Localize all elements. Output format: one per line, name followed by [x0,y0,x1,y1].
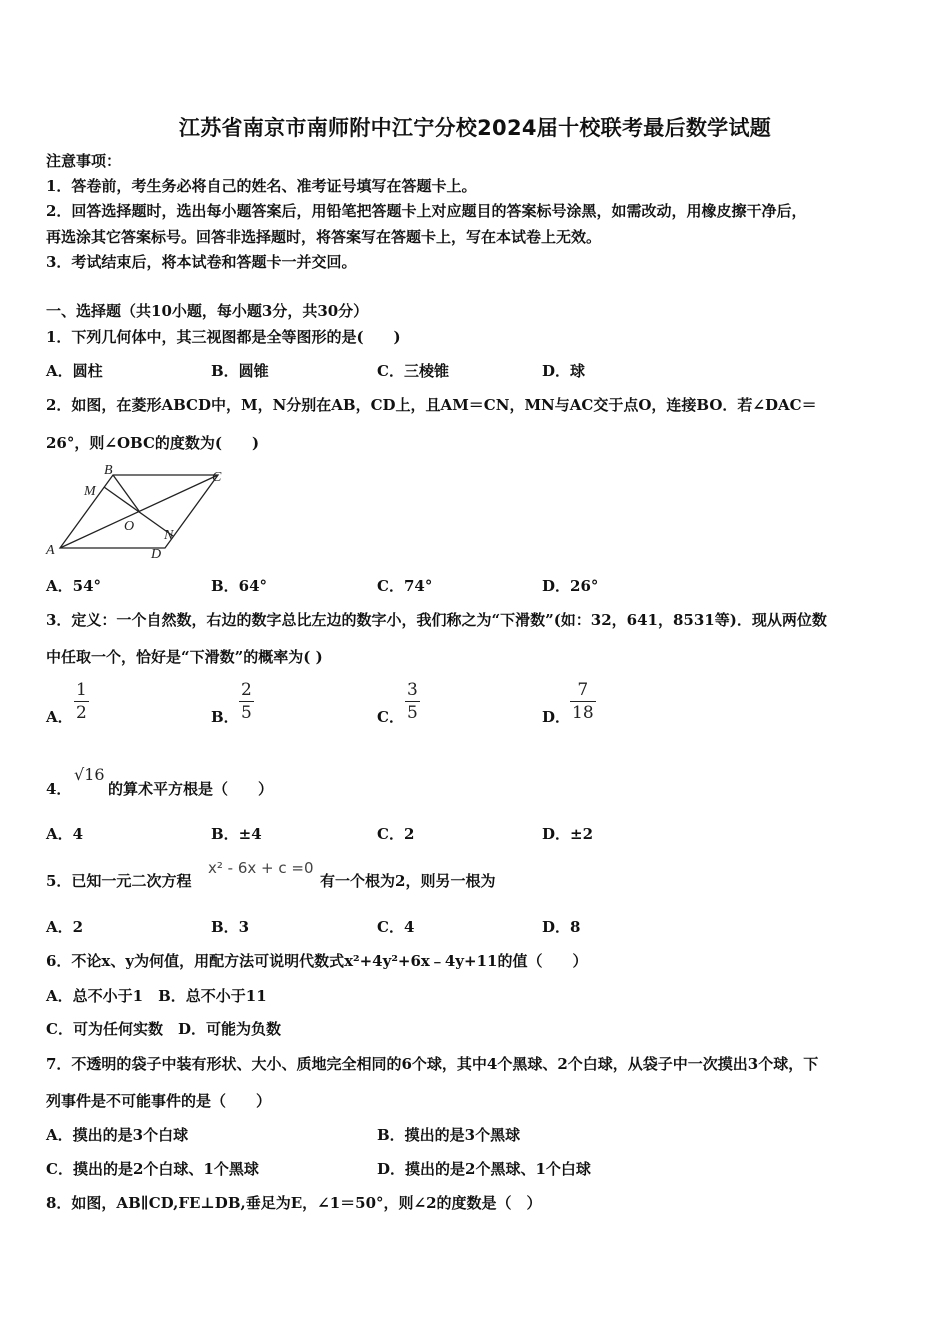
segment-bo [113,475,139,511]
page-title: 江苏省南京市南师附中江宁分校2024届十校联考最后数学试题 [178,116,772,140]
q7-option-b: B．摸出的是3个黑球 [377,1126,521,1144]
q3-stem-line1: 3．定义：一个自然数，右边的数字总比左边的数字小，我们称之为“下滑数”(如：32，641，8531等)．现从两位数 [46,611,827,629]
q1-option-a: A．圆柱 [46,362,103,380]
q4-option-c: C．2 [377,825,415,843]
q5-option-c: C．4 [377,918,415,936]
q1-option-b: B．圆锥 [211,362,269,380]
q4-option-b: B．±4 [211,825,262,843]
denominator: 5 [407,703,418,723]
label-b: B [104,463,113,478]
q3-option-b-label: B． [211,708,239,726]
section-heading: 一、选择题（共10小题，每小题3分，共30分） [46,302,369,320]
q4-number: 4． [46,780,72,798]
q3-option-a-label: A． [46,708,73,726]
q2-option-a: A．54° [46,577,102,595]
q1-option-c: C．三棱锥 [377,362,449,380]
label-n: N [164,528,174,543]
q3-option-d-fraction [570,680,596,723]
q5-option-b: B．3 [211,918,250,936]
q4-option-d: D．±2 [542,825,594,843]
numerator: 7 [577,680,589,700]
q6-options-row1: A．总不小于1 B．总不小于11 [46,987,267,1005]
q3-option-a-fraction [74,680,89,723]
segment-mn [104,487,173,536]
q7-stem-line1: 7．不透明的袋子中装有形状、大小、质地完全相同的6个球，其中4个黑球、2个白球，从袋子中一次摸出3个球，下 [46,1055,819,1073]
q1-stem: 1．下列几何体中，其三视图都是全等图形的是( ) [46,328,401,346]
q2-stem-line1: 2．如图，在菱形ABCD中，M，N分别在AB，CD上，且AM＝CN，MN与AC交于点O，连接BO．若∠DAC＝ [46,396,817,414]
q8-stem: 8．如图，AB∥CD,FE⊥DB,垂足为E，∠1＝50°，则∠2的度数是（ ） [46,1194,542,1212]
q2-option-c: C．74° [377,577,433,595]
q5-stem-pre: 5．已知一元二次方程 [46,872,192,890]
q2-option-d: D．26° [542,577,599,595]
q3-stem-line2: 中任取一个，恰好是“下滑数”的概率为( ) [46,648,323,666]
numerator: 1 [76,680,87,700]
label-m: M [84,484,96,499]
q2-option-b: B．64° [211,577,268,595]
q6-stem: 6．不论x、y为何值，用配方法可说明代数式x²+4y²+6x﹣4y+11的值（ ） [46,952,588,970]
q7-option-c: C．摸出的是2个白球、1个黑球 [46,1160,259,1178]
denominator: 5 [241,703,252,723]
q5-option-d: D．8 [542,918,581,936]
q4-option-a: A．4 [46,825,84,843]
q3-option-c-label: C． [377,708,404,726]
notice-heading: 注意事项： [46,152,122,170]
notice-item: 1．答卷前，考生务必将自己的姓名、准考证号填写在答题卡上。 [46,177,477,195]
q5-equation: x² - 6x + c =0 [208,859,314,877]
label-d: D [151,547,162,562]
q2-stem-line2: 26°，则∠OBC的度数为( ) [46,434,260,452]
q7-stem-line2: 列事件是不可能事件的是（ ） [46,1092,272,1110]
rhombus-figure [40,460,235,562]
q3-option-d-label: D． [542,708,571,726]
denominator: 18 [572,703,594,723]
label-c: C [212,470,222,485]
numerator: 2 [241,680,252,700]
numerator: 3 [407,680,418,700]
label-o: O [124,519,135,534]
q7-option-a: A．摸出的是3个白球 [46,1126,189,1144]
label-a: A [46,543,55,558]
q5-option-a: A．2 [46,918,84,936]
notice-item: 再选涂其它答案标号。回答非选择题时，将答案写在答题卡上，写在本试卷上无效。 [46,228,602,246]
q4-radical: √16 [74,765,105,784]
q3-option-b-fraction [239,680,254,723]
q5-stem-post: 有一个根为2，则另一根为 [320,872,496,890]
notice-item: 3．考试结束后，将本试卷和答题卡一并交回。 [46,253,357,271]
denominator: 2 [76,703,87,723]
notice-item: 2．回答选择题时，选出每小题答案后，用铅笔把答题卡上对应题目的答案标号涂黑，如需改动，用橡皮擦干净后， [46,202,807,220]
q6-options-row2: C．可为任何实数 D．可能为负数 [46,1020,281,1038]
q4-stem: 的算术平方根是（ ） [108,780,274,798]
q1-option-d: D．球 [542,362,586,380]
q3-option-c-fraction [405,680,420,723]
q7-option-d: D．摸出的是2个黑球、1个白球 [377,1160,591,1178]
